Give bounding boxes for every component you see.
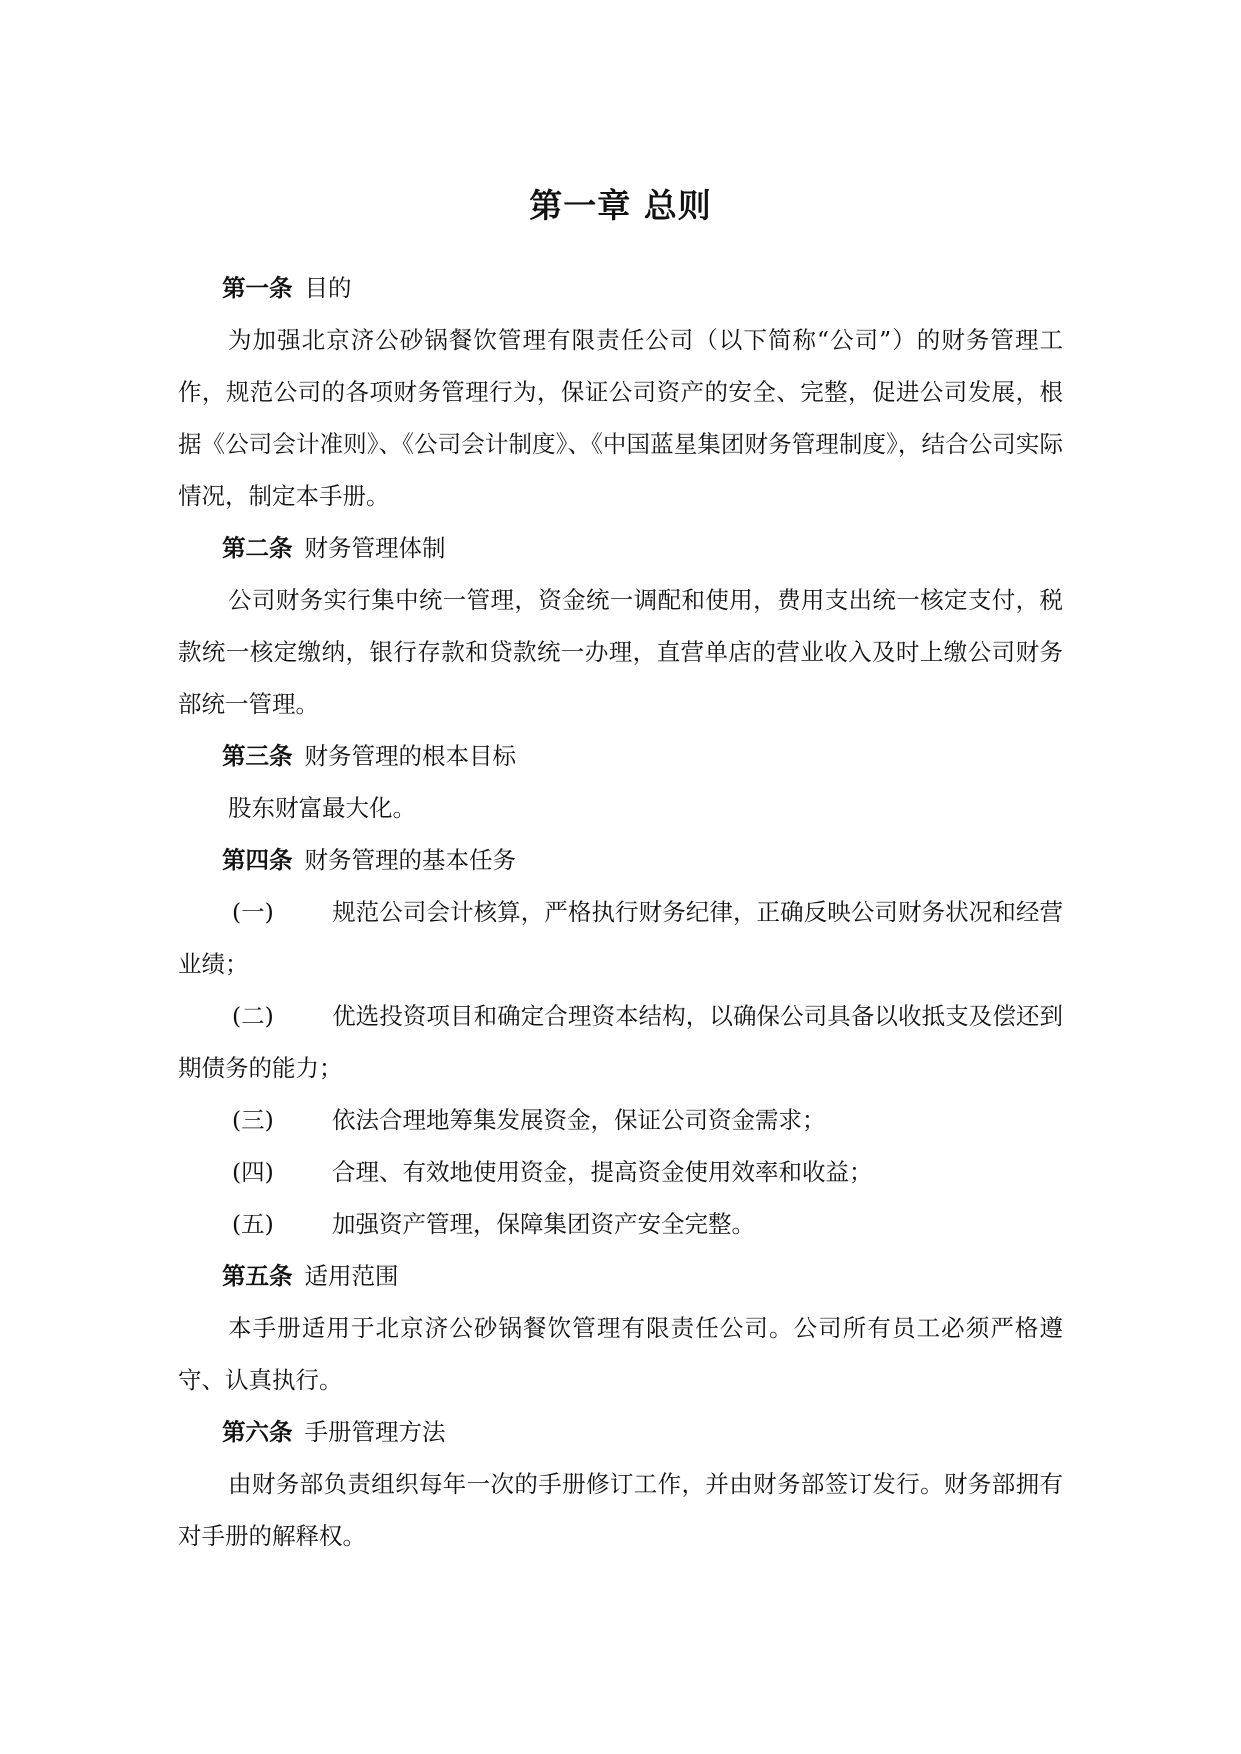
article-name: 适用范围: [304, 1262, 399, 1290]
document-body: [178, 262, 1063, 1562]
article-name: 财务管理的根本目标: [304, 742, 516, 770]
article-heading: [178, 730, 1063, 782]
article-5: [178, 1250, 1063, 1406]
task-number: (二): [232, 1002, 274, 1030]
article-paragraph: 股东财富最大化。: [228, 794, 416, 822]
task-item: [178, 990, 1063, 1094]
task-item: [178, 1146, 1063, 1198]
article-4: [178, 834, 1063, 1250]
task-item: [178, 1094, 1063, 1146]
task-text: 加强资产管理，保障集团资产安全完整。: [332, 1210, 755, 1238]
task-text: 优选投资项目和确定合理资本结构，以确保公司具备以收抵支及偿还到期债务的能力；: [178, 1002, 1063, 1082]
article-paragraph: 本手册适用于北京济公砂锅餐饮管理有限责任公司。公司所有员工必须严格遵守、认真执行。: [178, 1314, 1063, 1394]
article-3: [178, 730, 1063, 834]
task-number: (五): [232, 1210, 274, 1238]
task-text: 规范公司会计核算，严格执行财务纪律，正确反映公司财务状况和经营业绩；: [178, 898, 1063, 978]
article-name: 财务管理的基本任务: [304, 846, 516, 874]
article-number: 第五条: [222, 1262, 293, 1290]
task-item: [178, 886, 1063, 990]
article-paragraph: 为加强北京济公砂锅餐饮管理有限责任公司（以下简称“公司”）的财务管理工作，规范公司的各项财务管理行为，保证公司资产的安全、完整，促进公司发展，根据《公司会计准则》、《公司会计制度》、《中国蓝星集团财务管理制度》，结合公司实际情况，制定本手册。: [178, 326, 1063, 510]
article-name: 目的: [304, 274, 352, 302]
article-name: 手册管理方法: [304, 1418, 446, 1446]
article-1: [178, 262, 1063, 522]
task-number: (一): [232, 898, 274, 926]
article-paragraph: 公司财务实行集中统一管理，资金统一调配和使用，费用支出统一核定支付，税款统一核定缴纳，银行存款和贷款统一办理，直营单店的营业收入及时上缴公司财务部统一管理。: [178, 586, 1063, 718]
article-name: 财务管理体制: [304, 534, 446, 562]
task-item: [178, 1198, 1063, 1250]
article-number: 第三条: [222, 742, 293, 770]
article-number: 第六条: [222, 1418, 293, 1446]
chapter-title: 第一章 总则: [529, 186, 712, 225]
article-paragraph: 由财务部负责组织每年一次的手册修订工作，并由财务部签订发行。财务部拥有对手册的解释权。: [178, 1470, 1063, 1550]
task-text: 依法合理地筹集发展资金，保证公司资金需求；: [332, 1106, 826, 1134]
article-heading: [178, 522, 1063, 574]
article-number: 第一条: [222, 274, 293, 302]
article-2: [178, 522, 1063, 730]
article-number: 第二条: [222, 534, 293, 562]
article-heading: [178, 262, 1063, 314]
article-heading: [178, 1250, 1063, 1302]
article-heading: [178, 834, 1063, 886]
task-number: (四): [232, 1158, 274, 1186]
article-6: [178, 1406, 1063, 1562]
task-number: (三): [232, 1106, 274, 1134]
task-text: 合理、有效地使用资金，提高资金使用效率和收益；: [332, 1158, 873, 1186]
article-heading: [178, 1406, 1063, 1458]
article-number: 第四条: [222, 846, 293, 874]
